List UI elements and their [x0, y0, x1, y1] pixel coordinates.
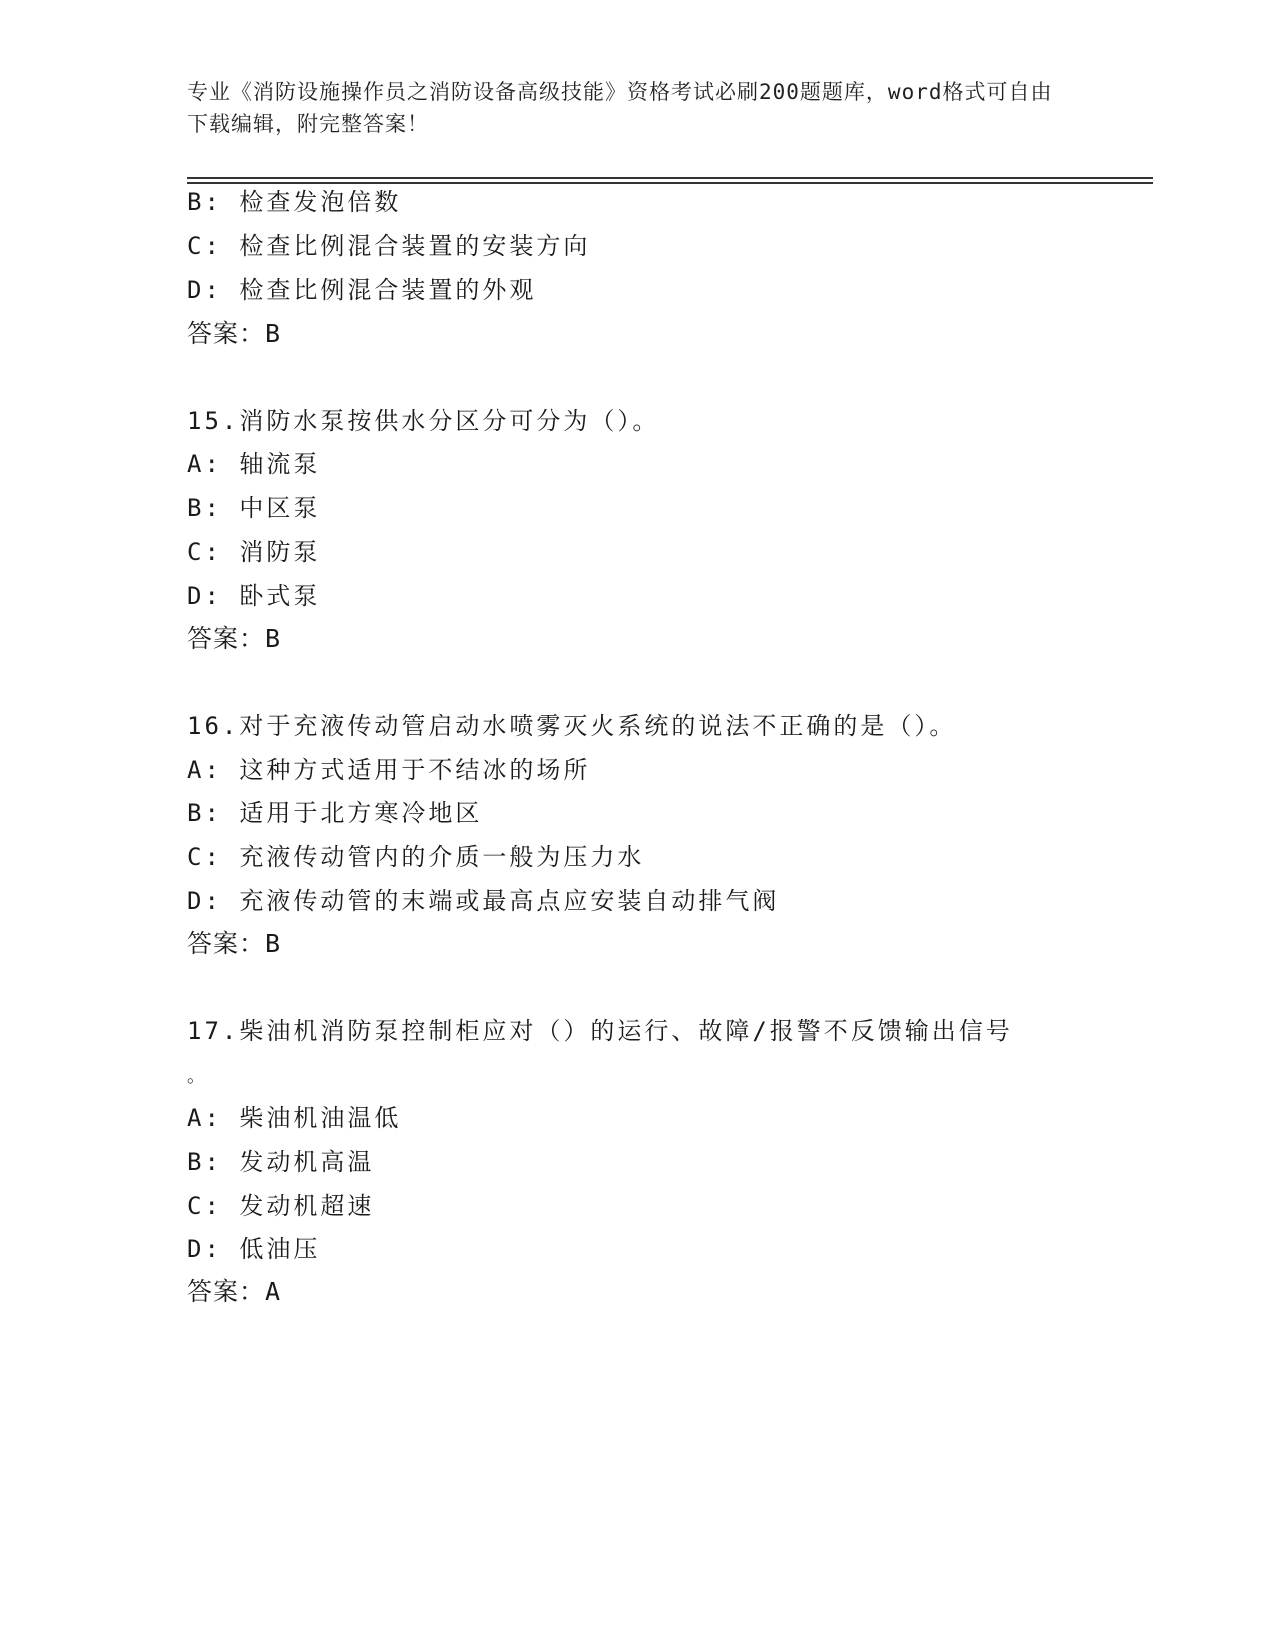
answer: 答案：B	[187, 929, 282, 958]
answer: 答案：A	[187, 1277, 282, 1306]
option-d: D: 充液传动管的末端或最高点应安装自动排气阀	[187, 887, 780, 915]
option-d: D: 检查比例混合装置的外观	[187, 276, 537, 304]
question-15: 15.消防水泵按供水分区分可分为（）。	[187, 407, 660, 435]
option-c: C: 发动机超速	[187, 1192, 375, 1220]
option-b: B: 适用于北方寒冷地区	[187, 799, 483, 827]
option-d: D: 低油压	[187, 1235, 321, 1263]
answer: 答案：B	[187, 319, 282, 348]
answer: 答案：B	[187, 624, 282, 653]
option-c: C: 消防泵	[187, 538, 321, 566]
question-17-tail: 。	[187, 1066, 208, 1087]
header-divider-bottom	[187, 182, 1153, 184]
question-16: 16.对于充液传动管启动水喷雾灭火系统的说法不正确的是（）。	[187, 712, 957, 740]
option-a: A: 这种方式适用于不结冰的场所	[187, 756, 591, 784]
option-b: B: 发动机高温	[187, 1148, 375, 1176]
header-divider-top	[187, 177, 1153, 179]
option-d: D: 卧式泵	[187, 582, 321, 610]
document-header: 专业《消防设施操作员之消防设备高级技能》资格考试必刷200题题库，word格式可自由下载编辑，附完整答案！	[187, 80, 1053, 136]
option-c: C: 充液传动管内的介质一般为压力水	[187, 843, 645, 871]
question-17: 17.柴油机消防泵控制柜应对（）的运行、故障/报警不反馈输出信号	[187, 1017, 1013, 1045]
option-c: C: 检查比例混合装置的安装方向	[187, 232, 591, 260]
option-a: A: 柴油机油温低	[187, 1104, 402, 1132]
option-a: A: 轴流泵	[187, 450, 321, 478]
option-b: B: 中区泵	[187, 494, 321, 522]
option-b: B: 检查发泡倍数	[187, 188, 402, 216]
